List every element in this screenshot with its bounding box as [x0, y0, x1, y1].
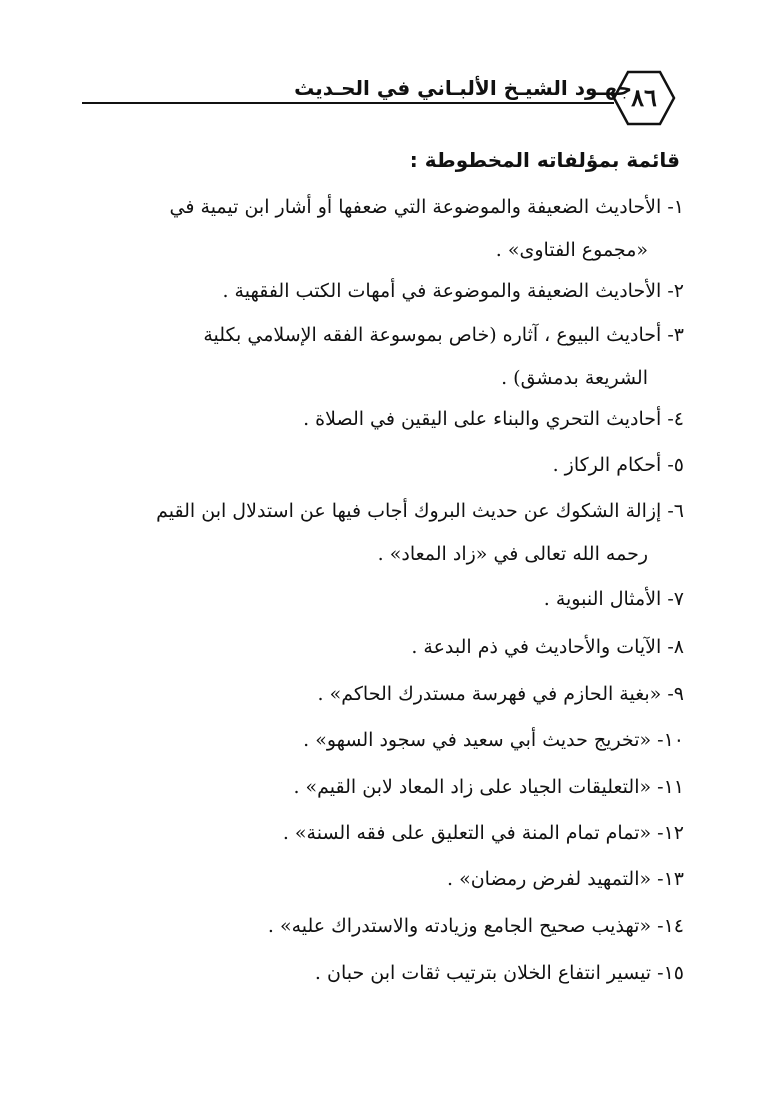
list-item	[78, 952, 684, 995]
item-number: ٤-	[667, 408, 684, 430]
item-number: ٧-	[667, 588, 684, 610]
list-item	[78, 398, 684, 441]
list-item	[78, 673, 684, 716]
item-text: «تخريج حديث أبي سعيد في سجود السهو» .	[303, 729, 652, 751]
item-number: ١-	[667, 196, 684, 218]
list-item	[78, 490, 684, 576]
item-text: أحكام الركاز .	[552, 454, 662, 476]
item-number: ١٤-	[657, 915, 684, 937]
item-number: ١٠-	[657, 729, 684, 751]
item-text: أحاديث التحري والبناء على اليقين في الصلاة .	[303, 408, 662, 430]
list-item	[78, 905, 684, 948]
item-continuation: «مجموع الفتاوى» .	[495, 239, 648, 261]
item-number: ١٥-	[657, 962, 684, 984]
item-text: «تهذيب صحيح الجامع وزيادته والاستدراك عليه» .	[267, 915, 652, 937]
item-number: ٦-	[667, 500, 684, 522]
list-item	[78, 626, 684, 669]
item-text: الأحاديث الضعيفة والموضوعة التي ضعفها أو أشار ابن تيمية في	[169, 196, 662, 218]
item-text: «التمهيد لفرض رمضان» .	[447, 868, 652, 890]
item-continuation: الشريعة بدمشق) .	[501, 367, 648, 389]
list-item	[78, 270, 684, 313]
list-item	[78, 766, 684, 809]
list-item	[78, 444, 684, 487]
item-text: إزالة الشكوك عن حديث البروك أجاب فيها عن استدلال ابن القيم	[156, 500, 662, 522]
item-text: «التعليقات الجياد على زاد المعاد لابن القيم» .	[293, 776, 652, 798]
list-item	[78, 719, 684, 762]
item-number: ١١-	[657, 776, 684, 798]
item-continuation: رحمه الله تعالى في «زاد المعاد» .	[377, 543, 648, 565]
item-number: ٨-	[667, 636, 684, 658]
list-item	[78, 314, 684, 400]
page-header	[0, 0, 760, 140]
item-number: ٣-	[667, 324, 684, 346]
item-text: الأمثال النبوية .	[543, 588, 662, 610]
list-item	[78, 186, 684, 272]
header-divider	[82, 102, 614, 104]
item-text: الآيات والأحاديث في ذم البدعة .	[411, 636, 662, 658]
item-number: ٢-	[667, 280, 684, 302]
item-number: ٩-	[667, 683, 684, 705]
list-item	[78, 858, 684, 901]
item-text: الأحاديث الضعيفة والموضوعة في أمهات الكتب الفقهية .	[222, 280, 662, 302]
item-text: «بغية الحازم في فهرسة مستدرك الحاكم» .	[317, 683, 662, 705]
item-text: تيسير انتفاع الخلان بترتيب ثقات ابن حبان .	[314, 962, 652, 984]
list-item	[78, 812, 684, 855]
item-text: «تمام تمام المنة في التعليق على فقه السنة» .	[282, 822, 652, 844]
running-title: جهـود الشيـخ الألبـاني في الحـديث	[294, 76, 632, 100]
page-number: ٨٦	[631, 83, 657, 112]
item-text: أحاديث البيوع ، آثاره (خاص بموسوعة الفقه الإسلامي بكلية	[203, 324, 662, 346]
list-item	[78, 578, 684, 621]
item-number: ٥-	[667, 454, 684, 476]
item-number: ١٣-	[657, 868, 684, 890]
item-number: ١٢-	[657, 822, 684, 844]
section-title: قائمة بمؤلفاته المخطوطة :	[409, 148, 680, 172]
